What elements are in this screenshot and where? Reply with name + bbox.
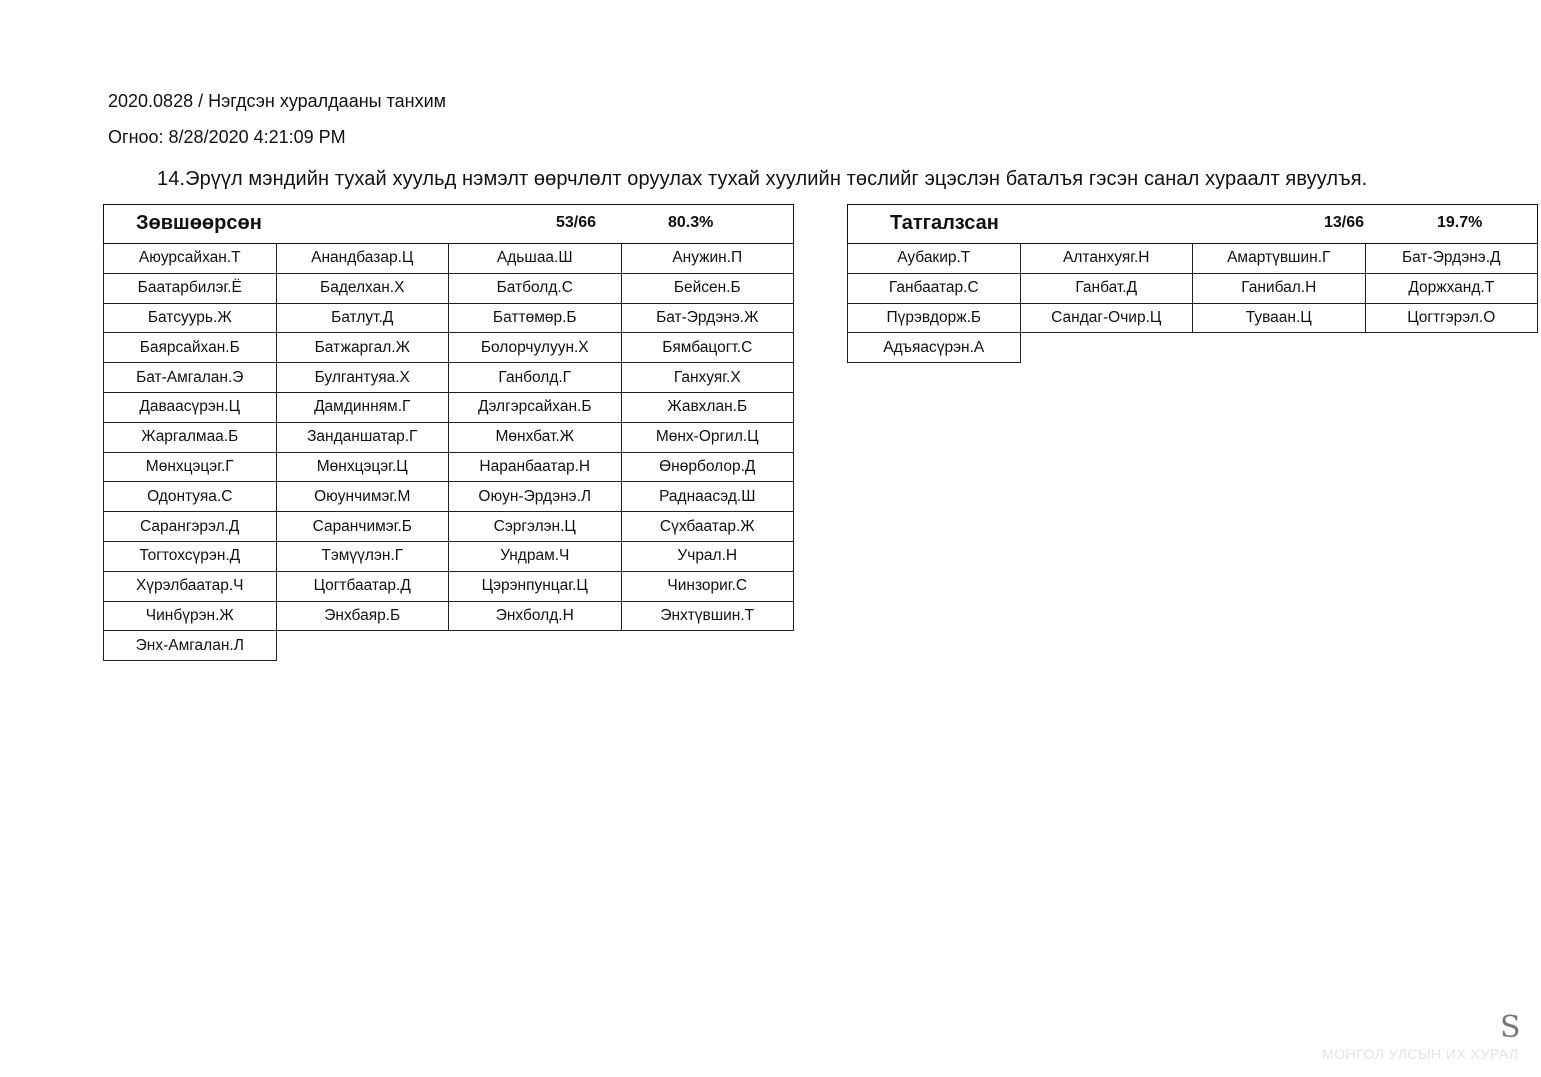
approve-name-cell: Болорчулуун.Х xyxy=(449,333,622,363)
table-row xyxy=(848,273,1538,303)
approve-name-cell: Батжаргал.Ж xyxy=(276,333,449,363)
approve-name-cell: Чинбүрэн.Ж xyxy=(104,601,277,631)
reject-name-cell: Цогтгэрэл.О xyxy=(1365,303,1538,333)
approve-name-cell: Бейсен.Б xyxy=(621,273,794,303)
approve-name-cell: Батлут.Д xyxy=(276,303,449,333)
approve-name-cell: Адьшаа.Ш xyxy=(449,244,622,274)
approve-name-cell: Анандбазар.Ц xyxy=(276,244,449,274)
approve-name-cell: Батболд.С xyxy=(449,273,622,303)
approve-header xyxy=(104,205,794,244)
approve-name-cell: Ганхуяг.Х xyxy=(621,363,794,393)
approve-name-cell: Ганболд.Г xyxy=(449,363,622,393)
approve-name-cell: Энхтүвшин.Т xyxy=(621,601,794,631)
approve-name-cell: Сарангэрэл.Д xyxy=(104,512,277,542)
reject-name-cell: Аубакир.Т xyxy=(848,244,1021,274)
approve-name-cell: Бат-Амгалан.Э xyxy=(104,363,277,393)
approve-name-cell: Саранчимэг.Б xyxy=(276,512,449,542)
empty-cell xyxy=(621,631,794,661)
reject-percent: 19.7% xyxy=(1437,214,1483,231)
approve-name-cell: Энхболд.Н xyxy=(449,601,622,631)
approve-name-cell: Өнөрболор.Д xyxy=(621,452,794,482)
approve-name-cell: Жавхлан.Б xyxy=(621,392,794,422)
approve-name-cell: Баттөмөр.Б xyxy=(449,303,622,333)
reject-name-cell: Адъяасүрэн.А xyxy=(848,333,1021,363)
approve-name-cell: Баделхан.Х xyxy=(276,273,449,303)
reject-name-cell: Алтанхуяг.Н xyxy=(1020,244,1193,274)
table-row xyxy=(104,244,794,274)
reject-name-cell: Доржханд.Т xyxy=(1365,273,1538,303)
reject-name-cell: Пүрэвдорж.Б xyxy=(848,303,1021,333)
approve-name-cell: Тогтохсүрэн.Д xyxy=(104,541,277,571)
approve-name-cell: Бат-Эрдэнэ.Ж xyxy=(621,303,794,333)
table-row xyxy=(104,273,794,303)
reject-name-cell: Бат-Эрдэнэ.Д xyxy=(1365,244,1538,274)
approve-name-cell: Тэмүүлэн.Г xyxy=(276,541,449,571)
reject-name-cell: Амартүвшин.Г xyxy=(1193,244,1366,274)
table-row xyxy=(104,601,794,631)
approve-name-cell: Мөнх-Оргил.Ц xyxy=(621,422,794,452)
approve-name-cell: Жаргалмаа.Б xyxy=(104,422,277,452)
approve-name-cell: Булгантуяа.Х xyxy=(276,363,449,393)
empty-cell xyxy=(1193,333,1366,363)
reject-name-cell: Ганбат.Д xyxy=(1020,273,1193,303)
approve-name-cell: Баярсайхан.Б xyxy=(104,333,277,363)
table-row xyxy=(104,363,794,393)
empty-cell xyxy=(276,631,449,661)
reject-count: 13/66 xyxy=(1324,214,1365,231)
approve-name-cell: Занданшатар.Г xyxy=(276,422,449,452)
approve-name-cell: Дамдинням.Г xyxy=(276,392,449,422)
table-row xyxy=(848,244,1538,274)
reject-title: Татгалзсан xyxy=(890,212,999,234)
empty-cell xyxy=(1365,333,1538,363)
approve-name-cell: Анужин.П xyxy=(621,244,794,274)
session-title: 2020.0828 / Нэгдсэн хуралдааны танхим xyxy=(108,91,447,111)
vote-question: 14.Эрүүл мэндийн тухай хуульд нэмэлт өөрчлөлт оруулах тухай хуулийн төслийг эцэслэн баталъя гэсэн санал хураалт явуулъя. xyxy=(157,168,1368,190)
watermark: МОНГОЛ УЛСЫН ИХ ХУРАЛ xyxy=(1322,1046,1519,1062)
approve-table xyxy=(103,204,794,661)
table-row xyxy=(104,571,794,601)
table-row xyxy=(104,482,794,512)
page-mark: S xyxy=(1500,1010,1521,1045)
approve-name-cell: Мөнхцэцэг.Ц xyxy=(276,452,449,482)
approve-name-cell: Оюун-Эрдэнэ.Л xyxy=(449,482,622,512)
approve-title: Зөвшөөрсөн xyxy=(136,212,262,234)
approve-name-cell: Цогтбаатар.Д xyxy=(276,571,449,601)
reject-header xyxy=(848,205,1538,244)
reject-name-cell: Ганбаатар.С xyxy=(848,273,1021,303)
approve-name-cell: Оюунчимэг.М xyxy=(276,482,449,512)
table-row xyxy=(104,541,794,571)
approve-name-cell: Дэлгэрсайхан.Б xyxy=(449,392,622,422)
table-row xyxy=(848,333,1538,363)
table-row xyxy=(104,631,794,661)
table-row xyxy=(104,512,794,542)
approve-name-cell: Сүхбаатар.Ж xyxy=(621,512,794,542)
approve-name-cell: Раднаасэд.Ш xyxy=(621,482,794,512)
empty-cell xyxy=(449,631,622,661)
approve-count: 53/66 xyxy=(556,214,597,231)
reject-name-cell: Туваан.Ц xyxy=(1193,303,1366,333)
vote-date: Огноо: 8/28/2020 4:21:09 PM xyxy=(108,127,346,147)
approve-name-cell: Баатарбилэг.Ё xyxy=(104,273,277,303)
approve-name-cell: Одонтуяа.С xyxy=(104,482,277,512)
table-row xyxy=(104,452,794,482)
approve-name-cell: Мөнхцэцэг.Г xyxy=(104,452,277,482)
approve-name-cell: Ундрам.Ч xyxy=(449,541,622,571)
table-row xyxy=(848,303,1538,333)
table-row xyxy=(104,422,794,452)
reject-table xyxy=(847,204,1538,363)
approve-name-cell: Мөнхбат.Ж xyxy=(449,422,622,452)
approve-name-cell: Энхбаяр.Б xyxy=(276,601,449,631)
reject-name-cell: Сандаг-Очир.Ц xyxy=(1020,303,1193,333)
empty-cell xyxy=(1020,333,1193,363)
approve-name-cell: Наранбаатар.Н xyxy=(449,452,622,482)
reject-name-cell: Ганибал.Н xyxy=(1193,273,1366,303)
approve-name-cell: Учрал.Н xyxy=(621,541,794,571)
table-row xyxy=(104,303,794,333)
approve-name-cell: Бямбацогт.С xyxy=(621,333,794,363)
approve-name-cell: Цэрэнпунцаг.Ц xyxy=(449,571,622,601)
approve-name-cell: Хүрэлбаатар.Ч xyxy=(104,571,277,601)
table-row xyxy=(104,392,794,422)
approve-name-cell: Сэргэлэн.Ц xyxy=(449,512,622,542)
approve-percent: 80.3% xyxy=(668,214,714,231)
approve-name-cell: Даваасүрэн.Ц xyxy=(104,392,277,422)
table-row xyxy=(104,333,794,363)
approve-name-cell: Чинзориг.С xyxy=(621,571,794,601)
approve-name-cell: Батсуурь.Ж xyxy=(104,303,277,333)
approve-name-cell: Энх-Амгалан.Л xyxy=(104,631,277,661)
approve-name-cell: Аюурсайхан.Т xyxy=(104,244,277,274)
